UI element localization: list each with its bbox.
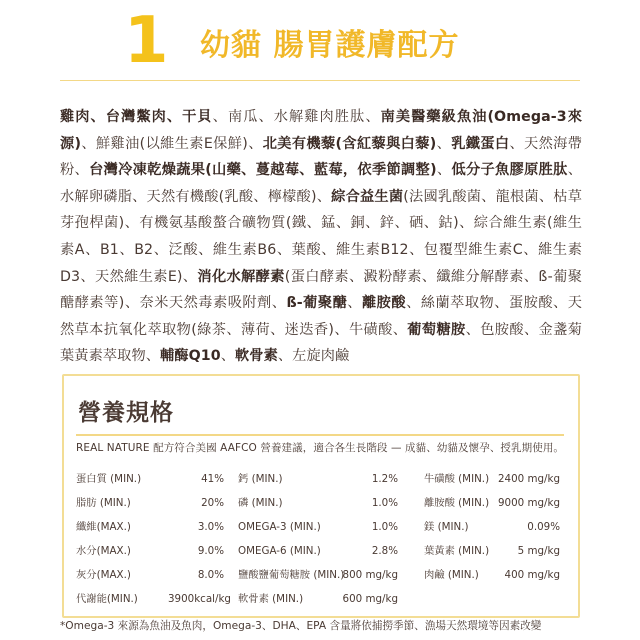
ingredient-highlight: 乳鐵蛋白 [451, 135, 510, 152]
ingredient-highlight: ß-葡聚醣 [286, 295, 348, 312]
nutrient-name: 葉黃素 (MIN.) [424, 545, 490, 557]
spec-description: REAL NATURE 配方符合美國 AAFCO 營養建議，適合各生長階段 — 成貓、幼貓及懷孕、授乳期使用。 [76, 442, 565, 454]
ingredient-highlight: 南美醫藥級魚油(Omega-3來源) [60, 109, 582, 152]
ingredient-text: 、左旋肉鹼 [277, 348, 350, 365]
nutrient-name: 代謝能(MIN.) [76, 593, 138, 605]
formula-title: 幼貓 腸胃護膚配方 [200, 28, 460, 63]
ingredient-highlight: 雞肉、台灣鱉肉、干貝 [60, 109, 213, 125]
ingredient-text: 、水解卵磷脂、天然有機酸(乳酸、檸檬酸)、 [60, 162, 582, 205]
ingredient-text: (蛋白酵素、澱粉酵素、纖維分解酵素、ß-葡聚醣酵素等)、奈米天然毒素吸附劑、 [60, 268, 582, 312]
nutrient-name: 鹽酸鹽葡萄糖胺 (MIN.) [238, 569, 345, 581]
ingredient-highlight: 輔酶Q10 [160, 348, 221, 365]
nutrient-value: 0.09% [527, 521, 560, 533]
nutrient-value: 600 mg/kg [342, 593, 398, 605]
ingredient-text: 、 [436, 135, 452, 152]
nutrient-value: 2.8% [371, 545, 398, 557]
title-divider [60, 80, 580, 81]
nutrient-name: 牛磺酸 (MIN.) [424, 473, 490, 485]
ingredients-list [60, 104, 582, 370]
ingredient-highlight: 消化水解酵素 [197, 268, 285, 285]
nutrient-value: 800 mg/kg [342, 569, 398, 581]
nutrient-name: 纖維(MAX.) [76, 521, 131, 533]
nutrient-value: 1.0% [371, 497, 398, 509]
header [0, 0, 640, 86]
nutrient-name: 肉鹼 (MIN.) [424, 569, 479, 581]
nutrient-value: 2400 mg/kg [497, 473, 560, 485]
ingredient-text: 、南瓜、水解雞肉胜肽、 [212, 109, 381, 125]
ingredient-text: 、 [436, 162, 452, 179]
nutrient-value: 3.0% [197, 521, 224, 533]
nutrient-value: 20% [201, 497, 224, 509]
footnote: *Omega-3 來源為魚油及魚肉，Omega-3、DHA、EPA 含量將依捕撈季節、漁場天然環境等因素改變 [60, 620, 542, 632]
ingredient-text: 、 [347, 295, 362, 312]
ingredient-text: 、鮮雞油(以維生素E保鮮)、 [81, 135, 263, 152]
nutrient-name: 水分(MAX.) [76, 545, 131, 557]
ingredient-text: 、天然海帶粉、 [60, 135, 582, 179]
ingredient-highlight: 軟骨素 [235, 348, 278, 365]
ingredient-text: 、色胺酸、金盞菊葉黃素萃取物、 [60, 321, 582, 365]
nutrient-value: 9.0% [197, 545, 224, 557]
ingredient-text: 、絲蘭萃取物、蛋胺酸、天然草本抗氧化萃取物(綠茶、薄荷、迷迭香)、牛磺酸、 [60, 295, 583, 338]
nutrient-value: 5 mg/kg [517, 545, 560, 557]
nutrient-name: OMEGA-3 (MIN.) [238, 521, 321, 533]
nutrient-name: 離胺酸 (MIN.) [424, 497, 490, 509]
nutrient-value: 1.0% [371, 521, 398, 533]
nutrient-value: 41% [201, 473, 224, 485]
nutrition-spec-panel [62, 374, 580, 618]
ingredient-highlight: 離胺酸 [361, 295, 407, 312]
ingredient-highlight: 台灣冷凍乾燥蔬果(山藥、蔓越莓、藍莓，依季節調整) [89, 162, 437, 179]
nutrient-name: 蛋白質 (MIN.) [76, 473, 142, 485]
spec-title: 營養規格 [78, 400, 174, 426]
nutrient-name: 灰分(MAX.) [76, 569, 131, 581]
nutrient-value: 8.0% [197, 569, 224, 581]
nutrient-value: 9000 mg/kg [497, 497, 560, 509]
ingredient-text: (法國乳酸菌、龍根菌、枯草芽孢桿菌)、有機氨基酸螯合礦物質(鐵、錳、銅、鋅、硒、鈷)、綜合維生素(維生素A、B1、B2、泛酸、維生素B6、葉酸、維生素B12、包覆型維生素C、維生素D3、天然維生素E)、 [60, 188, 582, 285]
spec-divider [76, 434, 564, 436]
ingredient-highlight: 低分子魚膠原胜肽 [451, 162, 568, 179]
nutrient-name: 脂肪 (MIN.) [76, 497, 131, 509]
ingredient-highlight: 葡萄糖胺 [407, 321, 466, 338]
nutrient-name: 鎂 (MIN.) [424, 521, 469, 533]
ingredient-highlight: 北美有機藜(含紅藜與白藜) [262, 135, 437, 152]
formula-number: 1 [124, 4, 169, 78]
nutrient-name: 磷 (MIN.) [238, 497, 283, 509]
nutrient-value: 400 mg/kg [504, 569, 560, 581]
nutrient-value: 3900kcal/kg [168, 593, 231, 605]
nutrient-value: 1.2% [371, 473, 398, 485]
ingredient-text: 、 [220, 348, 235, 365]
nutrient-name: 軟骨素 (MIN.) [238, 593, 304, 605]
nutrient-name: 鈣 (MIN.) [238, 473, 283, 485]
ingredient-highlight: 綜合益生菌 [331, 188, 404, 205]
nutrient-name: OMEGA-6 (MIN.) [238, 545, 321, 557]
